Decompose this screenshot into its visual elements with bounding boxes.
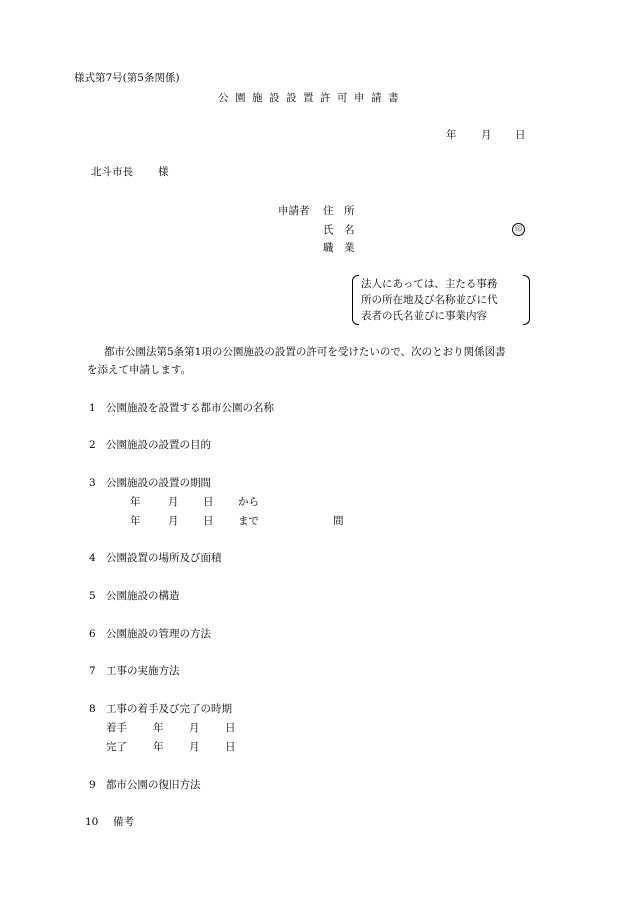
- addressee-name: 北斗市長: [91, 166, 133, 178]
- schedule-end-year: 年: [153, 741, 164, 753]
- corporate-note: [352, 275, 530, 325]
- period-duration-label: 間: [333, 515, 344, 527]
- item-text: 都市公園の復旧方法: [106, 779, 201, 791]
- name-label: 氏 名: [323, 224, 355, 236]
- item-number: 9: [89, 779, 96, 791]
- form-number: 様式第7号(第5条関係): [74, 72, 180, 84]
- schedule-end-day: 日: [225, 741, 236, 753]
- item-text: 公園施設の管理の方法: [106, 628, 211, 640]
- body-text-line: 都市公園法第5条第1項の公園施設の設置の許可を受けたいので、次のとおり関係図書: [104, 346, 506, 358]
- item-number: 7: [89, 665, 96, 677]
- right-bracket: [523, 275, 530, 325]
- schedule-start-year: 年: [153, 722, 164, 734]
- schedule-start-label: 着手: [106, 722, 127, 734]
- item-number: 10: [85, 816, 99, 828]
- addressee-honorific: 様: [158, 166, 169, 178]
- item-number: 5: [89, 590, 96, 602]
- item-text: 備考: [113, 816, 134, 828]
- period-from-year: 年: [130, 496, 141, 508]
- corporate-note-line: 表者の氏名並びに事業内容: [361, 310, 487, 322]
- period-to-month: 月: [168, 515, 179, 527]
- period-to-label: まで: [238, 515, 259, 527]
- schedule-start-day: 日: [225, 722, 236, 734]
- period-to-day: 日: [203, 515, 214, 527]
- item-text: 公園施設を設置する都市公園の名称: [106, 402, 274, 414]
- occupation-label: 職 業: [323, 242, 355, 254]
- schedule-end-month: 月: [189, 741, 200, 753]
- item-number: 2: [89, 439, 96, 451]
- period-from-day: 日: [203, 496, 214, 508]
- item-text: 工事の実施方法: [106, 665, 180, 677]
- date-month: 月: [481, 129, 492, 141]
- applicant-label: 申請者: [278, 205, 310, 217]
- item-number: 3: [89, 477, 96, 489]
- schedule-end-label: 完了: [106, 741, 127, 753]
- item-text: 公園設置の場所及び面積: [106, 552, 222, 564]
- seal-mark-container: [512, 223, 525, 236]
- body-text-line: を添えて申請します。: [87, 364, 192, 376]
- schedule-start-month: 月: [189, 722, 200, 734]
- item-number: 4: [89, 552, 96, 564]
- item-number: 6: [89, 628, 96, 640]
- date-day: 日: [515, 129, 526, 141]
- item-text: 公園施設の構造: [106, 590, 180, 602]
- document-title: 公園施設設置許可申請書: [218, 92, 405, 104]
- left-bracket: [352, 275, 359, 325]
- address-label: 住 所: [323, 205, 355, 217]
- item-text: 公園施設の設置の目的: [106, 439, 211, 451]
- period-from-label: から: [238, 496, 259, 508]
- item-text: 公園施設の設置の期間: [106, 477, 211, 489]
- item-number: 1: [89, 402, 96, 414]
- period-to-year: 年: [130, 515, 141, 527]
- period-from-month: 月: [168, 496, 179, 508]
- item-number: 8: [89, 703, 96, 715]
- corporate-note-line: 法人にあっては、主たる事務: [361, 278, 498, 290]
- seal-icon: 印: [512, 223, 525, 236]
- date-year: 年: [446, 129, 457, 141]
- corporate-note-line: 所の所在地及び名称並びに代: [361, 294, 498, 306]
- item-text: 工事の着手及び完了の時期: [106, 703, 232, 715]
